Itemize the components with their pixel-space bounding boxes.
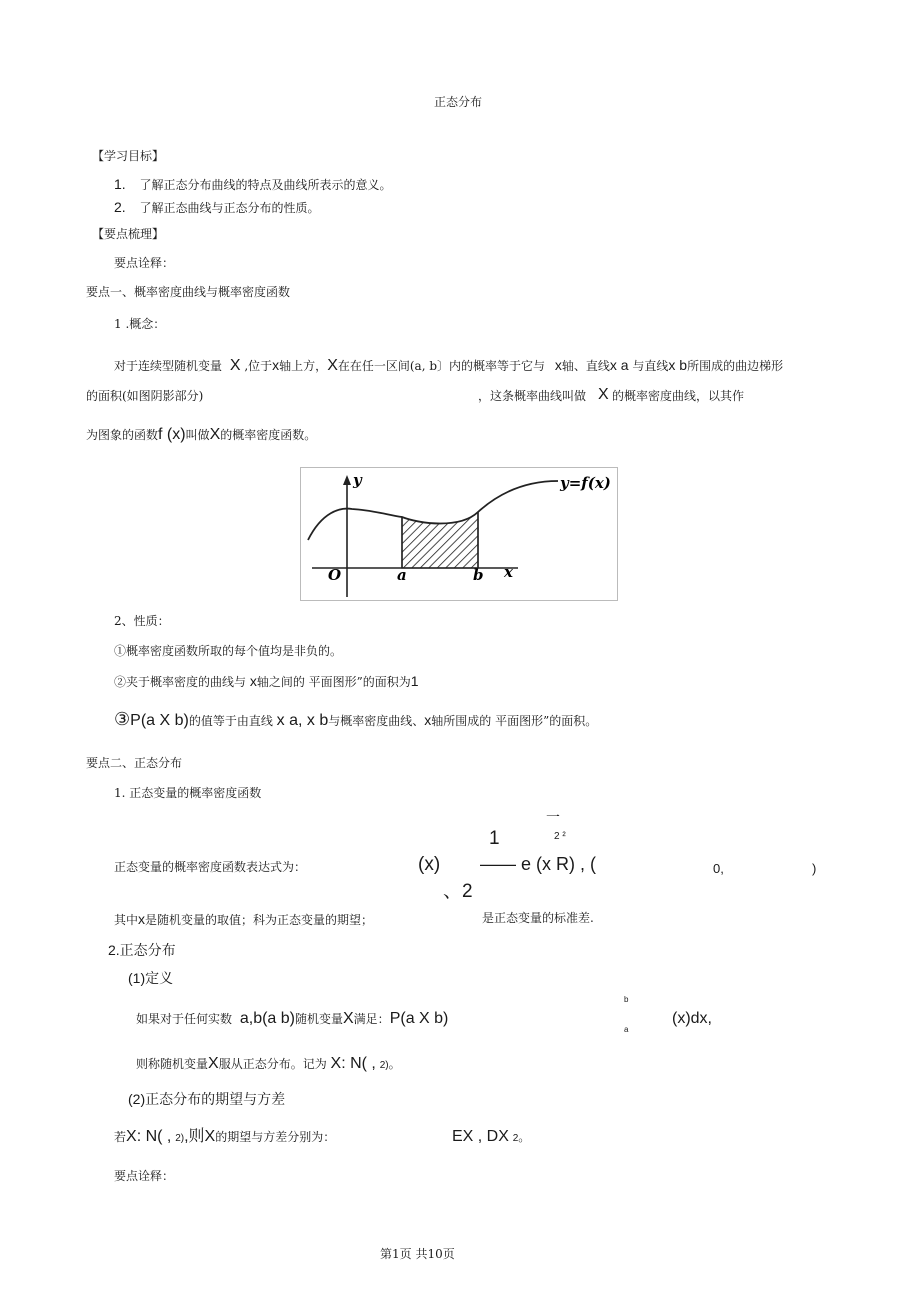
expectation-line [114,1129,814,1145]
prob-expr: P(a X b) [389,1010,449,1027]
normal-notation: X: N( , [330,1055,376,1072]
text: 的面积(如图阴影部分) [86,389,204,403]
expectation-variance: EX , DX [452,1128,509,1145]
integrand: (x)dx, [672,1010,712,1027]
goal-item-2 [114,200,320,214]
sub-heading-density: 1. 正态变量的概率密度函数 [114,786,262,800]
y-axis-label: y [353,471,362,489]
value-one: 1 [410,673,419,689]
formula-numerator: 1 [489,828,500,849]
text: ,位于 [244,359,273,373]
sigma-square: 2) [175,1133,185,1144]
text: 的值等于由直线 [188,714,273,728]
text: (2)正态分布的期望与方差 [128,1091,286,1107]
var-x: x [554,357,562,373]
formula-exponent: 2 ² [554,831,566,842]
formula-left: (x) [418,854,441,875]
text: 。 [518,1130,531,1144]
text: ,则 [184,1128,205,1145]
formula-close: ) [812,861,817,876]
text: 轴所围成的 平面图形”的面积。 [431,714,598,728]
concept-label: 1 .概念： [114,317,166,331]
text: 与概率密度曲线、 [328,714,425,728]
text: 叫做 [185,428,210,442]
text: 。 [388,1057,401,1071]
definition-conclusion [136,1056,401,1072]
text: 是正态变量的标准差. [482,911,594,925]
text: 则称随机变量 [136,1057,209,1071]
property-1: ①概率密度函数所取的每个值均是非负的。 [114,644,343,658]
var-x: x [249,673,257,689]
integral-lower: a [624,1025,629,1034]
prob-expr: P(a X b) [130,712,189,729]
var-x: x [138,911,146,927]
text: 轴之间的 平面图形”的面积为 [256,675,411,689]
y-axis-arrow [343,475,351,485]
b-label: b [473,566,484,584]
var-X: X [229,357,241,374]
goal-item-1 [114,177,392,191]
text: 2.正态分布 [108,942,176,958]
text: 在在任一区间(a, b〕内的概率等于它与 [337,359,546,373]
line-x-a: x a [609,357,629,373]
function-fx: f (x) [158,426,186,443]
text: 轴、直线 [561,359,610,373]
concept-paragraph-line2 [86,386,786,403]
sigma-square: 2) [379,1060,389,1071]
curve-label: y=f(x) [560,474,611,492]
text: 其中 [114,913,139,927]
note-label: 要点诠释： [114,256,175,270]
section-header-points: 【要点梳理】 [92,227,165,241]
density-curve-figure [300,467,618,601]
a-label: a [397,566,407,584]
text: 对于连续型随机变量 [114,359,223,373]
text: 如果对于任何实数 [136,1012,233,1026]
text: ②夹于概率密度的曲线与 [114,675,247,689]
section-header-goals: 【学习目标】 [92,149,165,163]
sub-heading-normal [108,943,176,957]
text: 为图象的函数 [86,428,159,442]
var-X: X [343,1010,354,1027]
formula-label: 正态变量的概率密度函数表达式为： [114,860,307,874]
goal-text: 了解正态曲线与正态分布的性质。 [139,201,320,215]
text: 的期望与方差分别为： [215,1130,336,1144]
formula-denominator: 、2 [443,881,473,902]
text: ，这条概率曲线叫做 [478,389,587,403]
ev-formula [452,1129,530,1145]
text: 轴上方， [279,359,328,373]
var-x: x [272,357,280,373]
point1-heading: 要点一、概率密度曲线与概率密度函数 [86,285,291,299]
var-X: X [208,1055,219,1072]
origin-label: O [328,566,342,584]
property-3 [114,711,597,729]
text: 服从正态分布。记为 [218,1057,327,1071]
definition-label [128,971,173,985]
formula-body: —— e (x R) , ( [480,854,596,874]
integral-upper: b [624,995,629,1004]
text: 满足： [353,1012,390,1026]
expectation-label [128,1092,285,1106]
circled-three: ③ [114,709,131,730]
text: 是随机变量的取值；科为正态变量的期望； [145,913,374,927]
var-X: X [204,1128,216,1145]
note-label-2: 要点诠释： [114,1169,175,1183]
normal-notation: X: N( , [126,1128,172,1145]
line-x-b: x b [668,357,688,373]
goal-text: 了解正态分布曲线的特点及曲线所表示的意义。 [139,178,392,192]
concept-paragraph-line1 [114,358,783,374]
x-axis-label: x [504,563,513,581]
point2-heading: 要点二、正态分布 [86,756,183,770]
goal-number: 1. [114,176,126,192]
text: 与直线 [632,359,669,373]
text: 若 [114,1130,127,1144]
text: 的概率密度曲线，以其作 [612,389,745,403]
text: (1)定义 [128,970,174,986]
var-X: X [598,386,609,403]
page-footer: 第1页 共10页 [380,1247,455,1261]
var-X: X [327,357,338,374]
concept-paragraph-line3 [86,427,316,443]
property-2 [114,674,419,688]
goal-number: 2. [114,199,126,215]
lines-xa-xb: x a, x b [276,712,329,729]
text: 所围成的曲边梯形 [687,359,784,373]
formula-dash: 一 [546,810,560,826]
ab-expr: a,b(a b) [239,1010,295,1027]
sigma-square: 2 [512,1133,519,1144]
var-x: x [424,712,432,728]
text: 随机变量 [294,1012,343,1026]
formula-explanation [114,912,814,926]
page-title: 正态分布 [434,95,483,109]
definition-line [136,1011,448,1027]
var-X: X [209,426,221,443]
formula-zero: 0, [713,861,724,876]
text: 的概率密度函数。 [220,428,317,442]
property-label: 2、性质： [114,614,170,628]
